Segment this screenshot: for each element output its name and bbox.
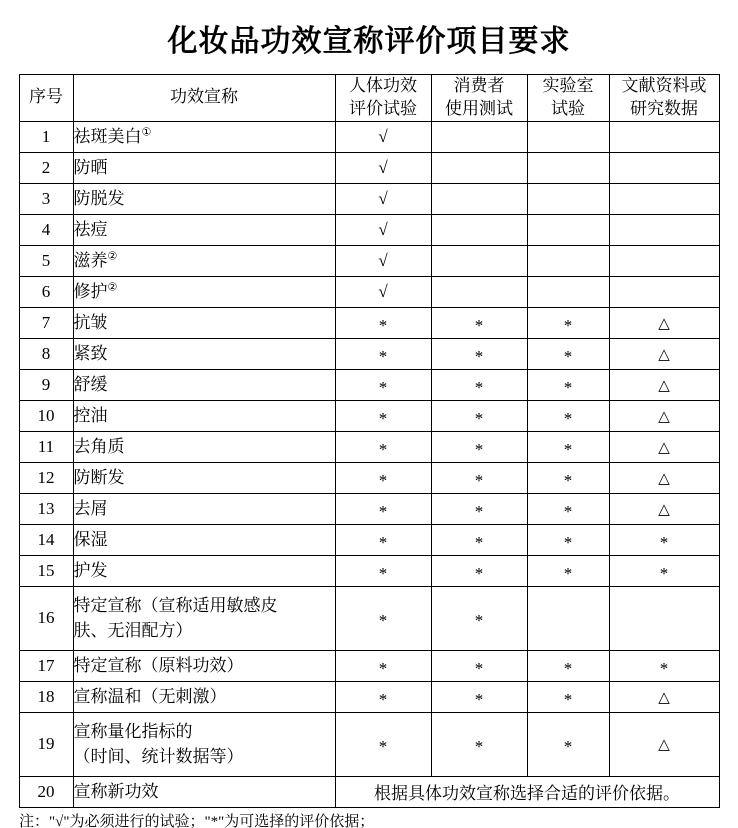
asterisk-icon: *	[563, 563, 573, 583]
asterisk-icon: *	[474, 346, 484, 366]
check-icon: √	[378, 157, 388, 177]
row-index: 3	[19, 183, 73, 214]
row-mark-human	[335, 555, 431, 586]
row-claim	[73, 276, 335, 307]
row-mark-consumer	[431, 555, 527, 586]
triangle-icon: △	[658, 470, 670, 487]
row-mark-human	[335, 681, 431, 712]
asterisk-icon: *	[474, 689, 484, 709]
row-mark-lab	[527, 524, 609, 555]
row-claim-footnote-marker: ②	[107, 281, 118, 294]
row-mark-consumer	[431, 493, 527, 524]
asterisk-icon: *	[378, 377, 388, 397]
column-header-lab-test	[527, 75, 609, 122]
row-mark-human	[335, 369, 431, 400]
row-mark-human	[335, 245, 431, 276]
row-claim	[73, 245, 335, 276]
table-row	[19, 776, 719, 807]
asterisk-icon: *	[659, 532, 669, 552]
row-mark-literature	[609, 555, 719, 586]
row-index: 8	[19, 338, 73, 369]
column-header-lab-test-line2: 试验	[551, 98, 585, 118]
column-header-human-efficacy-test-line2: 评价试验	[349, 98, 417, 118]
row-index: 9	[19, 369, 73, 400]
table-row	[19, 121, 719, 152]
row-mark-literature	[609, 338, 719, 369]
table-row	[19, 681, 719, 712]
row-mark-human	[335, 462, 431, 493]
row-claim	[73, 369, 335, 400]
row-index: 10	[19, 400, 73, 431]
asterisk-icon: *	[378, 315, 388, 335]
triangle-icon: △	[658, 315, 670, 332]
table-row	[19, 369, 719, 400]
column-header-claim	[73, 75, 335, 122]
row-mark-literature	[609, 462, 719, 493]
row-mark-consumer	[431, 524, 527, 555]
row-mark-lab	[527, 183, 609, 214]
row-mark-consumer	[431, 276, 527, 307]
row-mark-consumer	[431, 369, 527, 400]
row-claim	[73, 400, 335, 431]
row-claim	[73, 555, 335, 586]
column-header-index	[19, 75, 73, 122]
row-mark-literature	[609, 493, 719, 524]
row-mark-human	[335, 493, 431, 524]
row-mark-human	[335, 586, 431, 650]
row-mark-consumer	[431, 431, 527, 462]
row-mark-lab	[527, 555, 609, 586]
row-claim-footnote-marker: ②	[107, 250, 118, 263]
row-claim	[73, 183, 335, 214]
row-mark-literature	[609, 276, 719, 307]
check-icon: √	[378, 126, 388, 146]
row-index: 2	[19, 152, 73, 183]
table-row	[19, 183, 719, 214]
row-claim	[73, 431, 335, 462]
row-index: 14	[19, 524, 73, 555]
row-mark-consumer	[431, 338, 527, 369]
row-mark-literature	[609, 307, 719, 338]
row-claim-text: 紧致	[73, 343, 108, 363]
row-claim-text: 防脱发	[73, 188, 125, 208]
row-index: 20	[19, 776, 73, 807]
row-claim	[73, 776, 335, 807]
row-index: 12	[19, 462, 73, 493]
table-row	[19, 276, 719, 307]
row-mark-human	[335, 650, 431, 681]
asterisk-icon: *	[378, 470, 388, 490]
row-index: 13	[19, 493, 73, 524]
row-claim-line1: 特定宣称（宣称适用敏感皮	[73, 595, 278, 615]
row-mark-lab	[527, 400, 609, 431]
efficacy-claim-requirements-table	[19, 74, 720, 808]
asterisk-icon: *	[378, 611, 388, 631]
column-header-consumer-use-test-line2: 使用测试	[445, 98, 513, 118]
row-index: 5	[19, 245, 73, 276]
row-mark-consumer	[431, 681, 527, 712]
triangle-icon: △	[658, 408, 670, 425]
row-claim-text: 宣称新功效	[73, 781, 159, 801]
column-header-lab-test-line1: 实验室	[542, 76, 594, 95]
table-row	[19, 152, 719, 183]
row-mark-human	[335, 431, 431, 462]
asterisk-icon: *	[474, 408, 484, 428]
row-mark-lab	[527, 245, 609, 276]
table-row	[19, 712, 719, 776]
row-claim-text: 保湿	[73, 529, 108, 549]
row-index: 11	[19, 431, 73, 462]
row-claim	[73, 214, 335, 245]
page-title: 化妆品功效宣称评价项目要求	[167, 25, 571, 58]
row-mark-human	[335, 183, 431, 214]
row-claim	[73, 152, 335, 183]
row-mark-lab	[527, 121, 609, 152]
column-header-literature-data-line1: 文献资料或	[621, 76, 707, 95]
table-header	[19, 75, 719, 122]
row-mark-human	[335, 400, 431, 431]
row-index: 15	[19, 555, 73, 586]
row-mark-consumer	[431, 307, 527, 338]
row-claim-line1: 宣称量化指标的	[73, 721, 193, 741]
row-claim-text: 控油	[73, 405, 108, 425]
asterisk-icon: *	[378, 346, 388, 366]
row-claim-text: 祛痘	[73, 219, 108, 239]
row-mark-literature	[609, 524, 719, 555]
column-header-claim-line1: 功效宣称	[170, 87, 238, 107]
table-row	[19, 307, 719, 338]
column-header-human-efficacy-test	[335, 75, 431, 122]
row-mark-consumer	[431, 400, 527, 431]
row-mark-consumer	[431, 650, 527, 681]
row-mark-consumer	[431, 462, 527, 493]
check-icon: √	[378, 188, 388, 208]
row-claim-text: 滋养	[73, 250, 108, 270]
row-claim-text: 特定宣称（原料功效）	[73, 655, 244, 675]
row-index: 4	[19, 214, 73, 245]
triangle-icon: △	[658, 737, 670, 754]
asterisk-icon: *	[563, 346, 573, 366]
row-mark-human	[335, 121, 431, 152]
row-claim	[73, 586, 335, 650]
check-icon: √	[378, 281, 388, 301]
row-mark-literature	[609, 121, 719, 152]
check-icon: √	[378, 219, 388, 239]
asterisk-icon: *	[378, 408, 388, 428]
triangle-icon: △	[658, 377, 670, 394]
row-claim-text: 舒缓	[73, 374, 108, 394]
row-claim-line2: （时间、统计数据等）	[73, 747, 244, 767]
row-claim-footnote-marker: ①	[141, 126, 152, 139]
asterisk-icon: *	[659, 658, 669, 678]
row-claim-line2: 肤、无泪配方）	[73, 621, 193, 641]
asterisk-icon: *	[563, 532, 573, 552]
table-footnote: 注："√"为必须进行的试验；"*"为可选择的评价依据；	[19, 813, 375, 828]
row-mark-consumer	[431, 152, 527, 183]
row-claim	[73, 307, 335, 338]
row-mark-lab	[527, 152, 609, 183]
row-mark-literature	[609, 152, 719, 183]
triangle-icon: △	[658, 501, 670, 518]
row-claim	[73, 524, 335, 555]
column-header-consumer-use-test-line1: 消费者	[453, 76, 505, 95]
row-mark-literature	[609, 183, 719, 214]
row-mark-consumer	[431, 214, 527, 245]
asterisk-icon: *	[474, 658, 484, 678]
row-mark-literature	[609, 431, 719, 462]
row-index: 17	[19, 650, 73, 681]
asterisk-icon: *	[563, 315, 573, 335]
row-mark-consumer	[431, 245, 527, 276]
row-claim	[73, 493, 335, 524]
check-icon: √	[378, 250, 388, 270]
asterisk-icon: *	[474, 563, 484, 583]
asterisk-icon: *	[474, 611, 484, 631]
column-header-index-line1: 序号	[29, 87, 63, 107]
row-mark-lab	[527, 214, 609, 245]
row-index: 7	[19, 307, 73, 338]
row-mark-literature	[609, 650, 719, 681]
asterisk-icon: *	[563, 501, 573, 521]
table-row	[19, 400, 719, 431]
asterisk-icon: *	[474, 315, 484, 335]
row-mark-literature	[609, 214, 719, 245]
row-index: 18	[19, 681, 73, 712]
row-mark-lab	[527, 712, 609, 776]
table-row	[19, 338, 719, 369]
table-row	[19, 493, 719, 524]
row-mark-consumer	[431, 586, 527, 650]
table-row	[19, 214, 719, 245]
asterisk-icon: *	[563, 377, 573, 397]
row-mark-literature	[609, 400, 719, 431]
row-mark-lab	[527, 338, 609, 369]
column-header-human-efficacy-test-line1: 人体功效	[349, 76, 417, 95]
asterisk-icon: *	[378, 737, 388, 757]
row-claim	[73, 681, 335, 712]
row-mark-consumer	[431, 121, 527, 152]
row-index: 16	[19, 586, 73, 650]
row-mark-human	[335, 712, 431, 776]
row-claim-text: 去屑	[73, 498, 108, 518]
row-mark-literature	[609, 712, 719, 776]
row-mark-literature	[609, 245, 719, 276]
row-mark-human	[335, 276, 431, 307]
row-claim-text: 宣称温和（无刺激）	[73, 686, 227, 706]
row-claim	[73, 338, 335, 369]
asterisk-icon: *	[378, 501, 388, 521]
row-claim-text: 祛斑美白	[73, 126, 142, 146]
column-header-literature-data-line2: 研究数据	[630, 98, 698, 118]
row-claim-text: 去角质	[73, 436, 125, 456]
row-claim-text: 修护	[73, 281, 108, 301]
triangle-icon: △	[658, 439, 670, 456]
column-header-consumer-use-test	[431, 75, 527, 122]
row-mark-human	[335, 307, 431, 338]
row-mark-consumer	[431, 712, 527, 776]
table-row	[19, 650, 719, 681]
column-header-literature-data	[609, 75, 719, 122]
row-mark-lab	[527, 369, 609, 400]
table-row	[19, 462, 719, 493]
row-mark-lab	[527, 493, 609, 524]
row-mark-literature	[609, 681, 719, 712]
asterisk-icon: *	[563, 689, 573, 709]
row-claim-text: 防断发	[73, 467, 125, 487]
asterisk-icon: *	[474, 532, 484, 552]
asterisk-icon: *	[659, 563, 669, 583]
asterisk-icon: *	[378, 532, 388, 552]
asterisk-icon: *	[563, 408, 573, 428]
asterisk-icon: *	[378, 658, 388, 678]
table-row	[19, 524, 719, 555]
asterisk-icon: *	[474, 439, 484, 459]
row-claim	[73, 462, 335, 493]
row-mark-human	[335, 152, 431, 183]
row-mark-lab	[527, 431, 609, 462]
triangle-icon: △	[658, 346, 670, 363]
row-mark-human	[335, 338, 431, 369]
row-note: 根据具体功效宣称选择合适的评价依据。	[335, 776, 719, 807]
row-claim	[73, 712, 335, 776]
row-mark-lab	[527, 650, 609, 681]
asterisk-icon: *	[378, 689, 388, 709]
row-mark-consumer	[431, 183, 527, 214]
row-mark-literature	[609, 586, 719, 650]
triangle-icon: △	[658, 689, 670, 706]
row-mark-lab	[527, 307, 609, 338]
row-mark-lab	[527, 586, 609, 650]
row-mark-lab	[527, 681, 609, 712]
asterisk-icon: *	[474, 501, 484, 521]
asterisk-icon: *	[474, 737, 484, 757]
row-claim	[73, 650, 335, 681]
row-index: 6	[19, 276, 73, 307]
table-body	[19, 121, 719, 807]
row-mark-human	[335, 524, 431, 555]
asterisk-icon: *	[563, 658, 573, 678]
table-row	[19, 245, 719, 276]
row-claim-text: 抗皱	[73, 312, 108, 332]
asterisk-icon: *	[378, 439, 388, 459]
row-claim-text: 护发	[73, 560, 108, 580]
asterisk-icon: *	[474, 377, 484, 397]
row-index: 19	[19, 712, 73, 776]
table-row	[19, 431, 719, 462]
row-mark-lab	[527, 276, 609, 307]
asterisk-icon: *	[378, 563, 388, 583]
asterisk-icon: *	[563, 737, 573, 757]
asterisk-icon: *	[474, 470, 484, 490]
table-row	[19, 555, 719, 586]
table-row	[19, 586, 719, 650]
row-claim	[73, 121, 335, 152]
row-mark-lab	[527, 462, 609, 493]
row-claim-text: 防晒	[73, 157, 108, 177]
table-header-row	[19, 75, 719, 122]
row-mark-literature	[609, 369, 719, 400]
asterisk-icon: *	[563, 439, 573, 459]
asterisk-icon: *	[563, 470, 573, 490]
row-mark-human	[335, 214, 431, 245]
row-index: 1	[19, 121, 73, 152]
